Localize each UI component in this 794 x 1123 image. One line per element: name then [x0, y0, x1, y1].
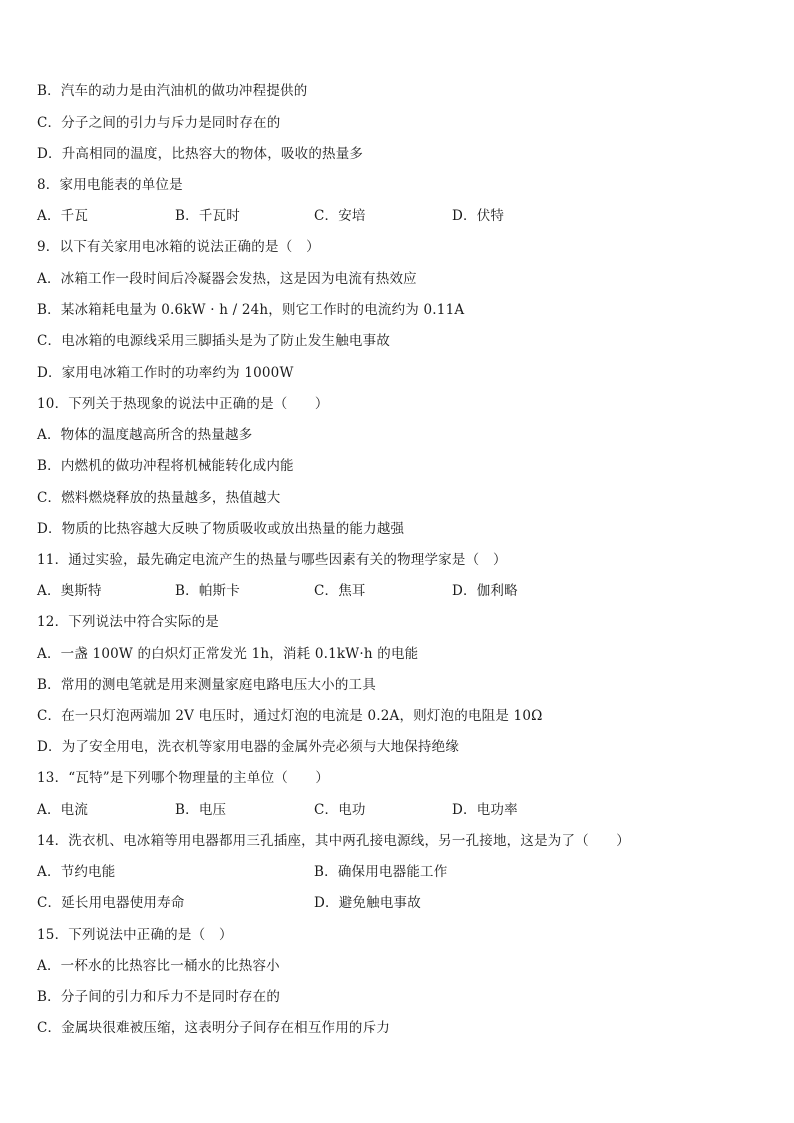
question-10: 10．下列关于热现象的说法中正确的是（ ） — [37, 396, 329, 412]
q15-option-c: C．金属块很难被压缩，这表明分子间存在相互作用的斥力 — [37, 1020, 391, 1036]
q8-option-d: D．伏特 — [452, 208, 505, 224]
q11-option-c: C．焦耳 — [314, 583, 366, 599]
q10-option-a: A．物体的温度越高所含的热量越多 — [37, 427, 253, 443]
q12-option-a: A．一盏 100W 的白炽灯正常发光 1h，消耗 0.1kW·h 的电能 — [37, 646, 419, 662]
q8-option-b: B．千瓦时 — [175, 208, 240, 224]
q11-option-a: A．奥斯特 — [37, 583, 102, 599]
q10-option-b: B．内燃机的做功冲程将机械能转化成内能 — [37, 458, 294, 474]
question-12: 12．下列说法中符合实际的是 — [37, 614, 219, 630]
q12-option-d: D．为了安全用电，洗衣机等家用电器的金属外壳必须与大地保持绝缘 — [37, 739, 460, 755]
q13-option-b: B．电压 — [175, 802, 227, 818]
q8-option-c: C．安培 — [314, 208, 366, 224]
q10-option-c: C．燃料燃烧释放的热量越多，热值越大 — [37, 490, 281, 506]
q9-option-a: A．冰箱工作一段时间后冷凝器会发热，这是因为电流有热效应 — [37, 271, 417, 287]
q9-option-c: C．电冰箱的电源线采用三脚插头是为了防止发生触电事故 — [37, 333, 391, 349]
q14-option-b: B．确保用电器能工作 — [314, 864, 448, 880]
question-14: 14．洗衣机、电冰箱等用电器都用三孔插座，其中两孔接电源线，另一孔接地，这是为了（ ） — [37, 833, 630, 849]
question-9: 9．以下有关家用电冰箱的说法正确的是（ ） — [37, 239, 320, 255]
q9-option-b: B．某冰箱耗电量为 0.6kW · h / 24h，则它工作时的电流约为 0.11A — [37, 302, 465, 318]
q12-option-b: B．常用的测电笔就是用来测量家庭电路电压大小的工具 — [37, 677, 376, 693]
q10-option-d: D．物质的比热容越大反映了物质吸收或放出热量的能力越强 — [37, 521, 405, 537]
q14-option-a: A．节约电能 — [37, 864, 116, 880]
question-15: 15．下列说法中正确的是（ ） — [37, 927, 233, 943]
q9-option-d: D．家用电冰箱工作时的功率约为 1000W — [37, 365, 294, 381]
q7-option-d: D．升高相同的温度，比热容大的物体，吸收的热量多 — [37, 146, 364, 162]
q11-option-b: B．帕斯卡 — [175, 583, 240, 599]
q11-option-d: D．伽利略 — [452, 583, 518, 599]
q15-option-a: A．一杯水的比热容比一桶水的比热容小 — [37, 958, 280, 974]
q7-option-c: C．分子之间的引力与斥力是同时存在的 — [37, 115, 281, 131]
q14-option-d: D．避免触电事故 — [314, 895, 421, 911]
question-11: 11．通过实验，最先确定电流产生的热量与哪些因素有关的物理学家是（ ） — [37, 552, 507, 568]
q13-option-c: C．电功 — [314, 802, 366, 818]
q8-option-a: A．千瓦 — [37, 208, 89, 224]
q15-option-b: B．分子间的引力和斥力不是同时存在的 — [37, 989, 281, 1005]
q14-option-c: C．延长用电器使用寿命 — [37, 895, 185, 911]
question-13: 13．“瓦特”是下列哪个物理量的主单位（ ） — [37, 770, 330, 786]
q7-option-b: B．汽车的动力是由汽油机的做功冲程提供的 — [37, 83, 308, 99]
q13-option-d: D．电功率 — [452, 802, 518, 818]
q12-option-c: C．在一只灯泡两端加 2V 电压时，通过灯泡的电流是 0.2A，则灯泡的电阻是 10Ω — [37, 708, 543, 724]
question-8: 8．家用电能表的单位是 — [37, 177, 183, 193]
q13-option-a: A．电流 — [37, 802, 89, 818]
